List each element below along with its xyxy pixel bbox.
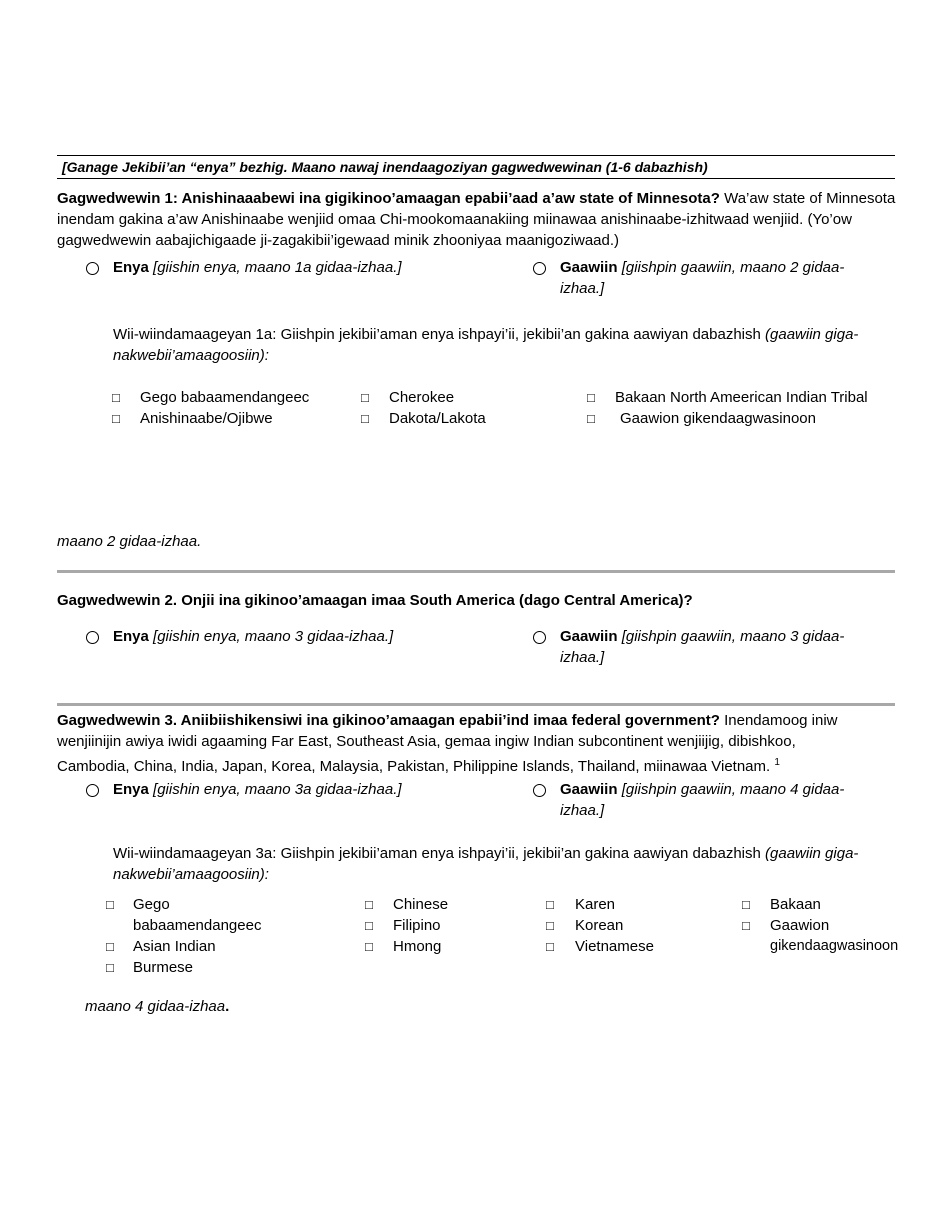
q3a-prompt-text: Wii-wiindamaageyan 3a: Giishpin jekibii’aman enya ishpayi’ii, jekibii’an gakina aawiyan dabazhish [113, 845, 766, 862]
q1-text [57, 188, 897, 251]
q2-yes-option [113, 626, 393, 647]
q1-yes-radio[interactable] [86, 262, 99, 275]
q1a-option-gaawion: Gaawion gikendaagwasinoon [620, 410, 816, 427]
q3a-checkbox-korean[interactable]: □ [546, 918, 554, 933]
q1a-checkbox-cherokee[interactable]: □ [361, 390, 369, 405]
q3a-option-gego: Gego [133, 896, 170, 913]
q3a-checkbox-gaawion[interactable]: □ [742, 918, 750, 933]
q3a-option-gego-cont: babaamendangeec [133, 917, 262, 934]
q1a-option-dakota: Dakota/Lakota [389, 410, 486, 427]
q3-text [57, 710, 897, 777]
q3-no-note-cont: izhaa.] [560, 802, 605, 819]
q3a-option-asian-indian: Asian Indian [133, 938, 216, 955]
q3a-checkbox-vietnamese[interactable]: □ [546, 939, 554, 954]
q3-skip-text: maano 4 gidaa-izhaa [85, 998, 226, 1015]
q3a-option-gaawion: Gaawion [770, 917, 830, 934]
q1-no-note: [giishpin gaawiin, maano 2 gidaa- [617, 259, 845, 276]
q1a-prompt [113, 324, 898, 366]
q1-no-radio[interactable] [533, 262, 546, 275]
q3a-checkbox-hmong[interactable]: □ [365, 939, 373, 954]
instruction-rule [57, 178, 895, 179]
q3a-prompt-note: (gaawiin giga- [765, 845, 859, 862]
q3a-option-gaawion-cont: gikendaagwasinoon [770, 938, 899, 954]
q3a-checkbox-bakaan[interactable]: □ [742, 897, 750, 912]
q3a-prompt [113, 843, 898, 885]
q3-no-radio[interactable] [533, 784, 546, 797]
q1a-option-cherokee: Cherokee [389, 389, 455, 406]
q1a-checkbox-anishinaabe[interactable]: □ [112, 411, 120, 426]
q1-no-label: Gaawiin [560, 259, 618, 276]
q3a-checkbox-filipino[interactable]: □ [365, 918, 373, 933]
q1-body: Wa’aw state of Minnesota inendam gakina a’aw Anishinaabe wenjiid omaa Chi-mookomaanakiing miinawaa anishinaabe-izhitwaad wenjiid. (Yo’ow gagwedwewin aabajichigaade ji-zagakibii’igewaad minik zhooniyaa maanigoziwaad.) [57, 190, 896, 249]
q1a-prompt-note-cont: nakwebii’amaagoosiin): [113, 347, 269, 364]
q2-title: Gagwedwewin 2. Onjii ina gikinoo’amaagan imaa South America (dago Central America)? [57, 592, 693, 609]
q1a-option-gego: Gego babaamendangeec [140, 389, 310, 406]
q3-skip-instruction [85, 996, 229, 1017]
q3-footnote-ref: 1 [774, 757, 780, 768]
q3a-option-bakaan: Bakaan [770, 896, 821, 913]
q3-skip-dot: . [225, 998, 230, 1015]
q2-no-radio[interactable] [533, 631, 546, 644]
q3a-option-vietnamese: Vietnamese [575, 938, 654, 955]
q1-no-note-cont: izhaa.] [560, 280, 605, 297]
q1a-option-anishinaabe: Anishinaabe/Ojibwe [140, 410, 273, 427]
q3-yes-label: Enya [113, 781, 149, 798]
section-divider [57, 703, 895, 706]
q3-title: Gagwedwewin 3. Aniibiishikensiwi ina gikinoo’amaagan epabii’ind imaa federal government? [57, 712, 720, 729]
q2-no-note: [giishpin gaawiin, maano 3 gidaa- [617, 628, 845, 645]
section-divider [57, 570, 895, 573]
q3-no-option [560, 779, 880, 821]
q3a-option-korean: Korean [575, 917, 624, 934]
q3-yes-note: [giishin enya, maano 3a gidaa-izhaa.] [148, 781, 402, 798]
q2-yes-label: Enya [113, 628, 149, 645]
q1a-checkbox-gaawion[interactable]: □ [587, 411, 595, 426]
q1-skip-instruction: maano 2 gidaa-izhaa. [57, 533, 202, 550]
q2-yes-note: [giishin enya, maano 3 gidaa-izhaa.] [148, 628, 394, 645]
q3-yes-option [113, 779, 402, 800]
q3-no-note: [giishpin gaawiin, maano 4 gidaa- [617, 781, 845, 798]
q3a-option-karen: Karen [575, 896, 616, 913]
q1a-checkbox-gego[interactable]: □ [112, 390, 120, 405]
q1a-prompt-note: (gaawiin giga- [765, 326, 859, 343]
q1a-option-bakaan: Bakaan North Ameerican Indian Tribal [615, 389, 868, 406]
q2-no-note-cont: izhaa.] [560, 649, 605, 666]
q2-no-label: Gaawiin [560, 628, 618, 645]
q1-no-option [560, 257, 880, 299]
q2-yes-radio[interactable] [86, 631, 99, 644]
q1-yes-option [113, 257, 402, 278]
q3-no-label: Gaawiin [560, 781, 618, 798]
q1-title: Gagwedwewin 1: Anishinaaabewi ina gigikinoo’amaagan epabii’aad a’aw state of Minnesota? [57, 190, 720, 207]
q3-yes-radio[interactable] [86, 784, 99, 797]
q3-body: Inendamoog iniw [719, 712, 838, 729]
q3a-option-chinese: Chinese [393, 896, 449, 913]
q1a-checkbox-dakota[interactable]: □ [361, 411, 369, 426]
instruction-banner: [Ganage Jekibii’an “enya” bezhig. Maano nawaj inendaagoziyan gagwedwewinan (1-6 dabazhish) [62, 159, 708, 175]
q3a-option-hmong: Hmong [393, 938, 442, 955]
q1-yes-note: [giishin enya, maano 1a gidaa-izhaa.] [148, 259, 402, 276]
q1a-checkbox-bakaan[interactable]: □ [587, 390, 595, 405]
q3a-checkbox-gego[interactable]: □ [106, 897, 114, 912]
q1a-prompt-text: Wii-wiindamaageyan 1a: Giishpin jekibii’aman enya ishpayi’ii, jekibii’an gakina aawiyan dabazhish [113, 326, 766, 343]
q3a-checkbox-asian-indian[interactable]: □ [106, 939, 114, 954]
q1-yes-label: Enya [113, 259, 149, 276]
q3-body-line2: wenjiinijin awiya iwidi agaaming Far East, Southeast Asia, gemaa ingiw Indian subcontinent wenjiijig, dibishkoo, [57, 733, 796, 750]
top-rule [57, 155, 895, 156]
q3a-checkbox-chinese[interactable]: □ [365, 897, 373, 912]
q3a-option-burmese: Burmese [133, 959, 194, 976]
q3a-option-filipino: Filipino [393, 917, 441, 934]
q3a-prompt-note-cont: nakwebii’amaagoosiin): [113, 866, 269, 883]
q3a-checkbox-karen[interactable]: □ [546, 897, 554, 912]
q3a-checkbox-burmese[interactable]: □ [106, 960, 114, 975]
q3-body-line3: Cambodia, China, India, Japan, Korea, Malaysia, Pakistan, Philippine Islands, Thailand, miinawaa Vietnam. [57, 758, 771, 775]
q2-no-option [560, 626, 880, 668]
